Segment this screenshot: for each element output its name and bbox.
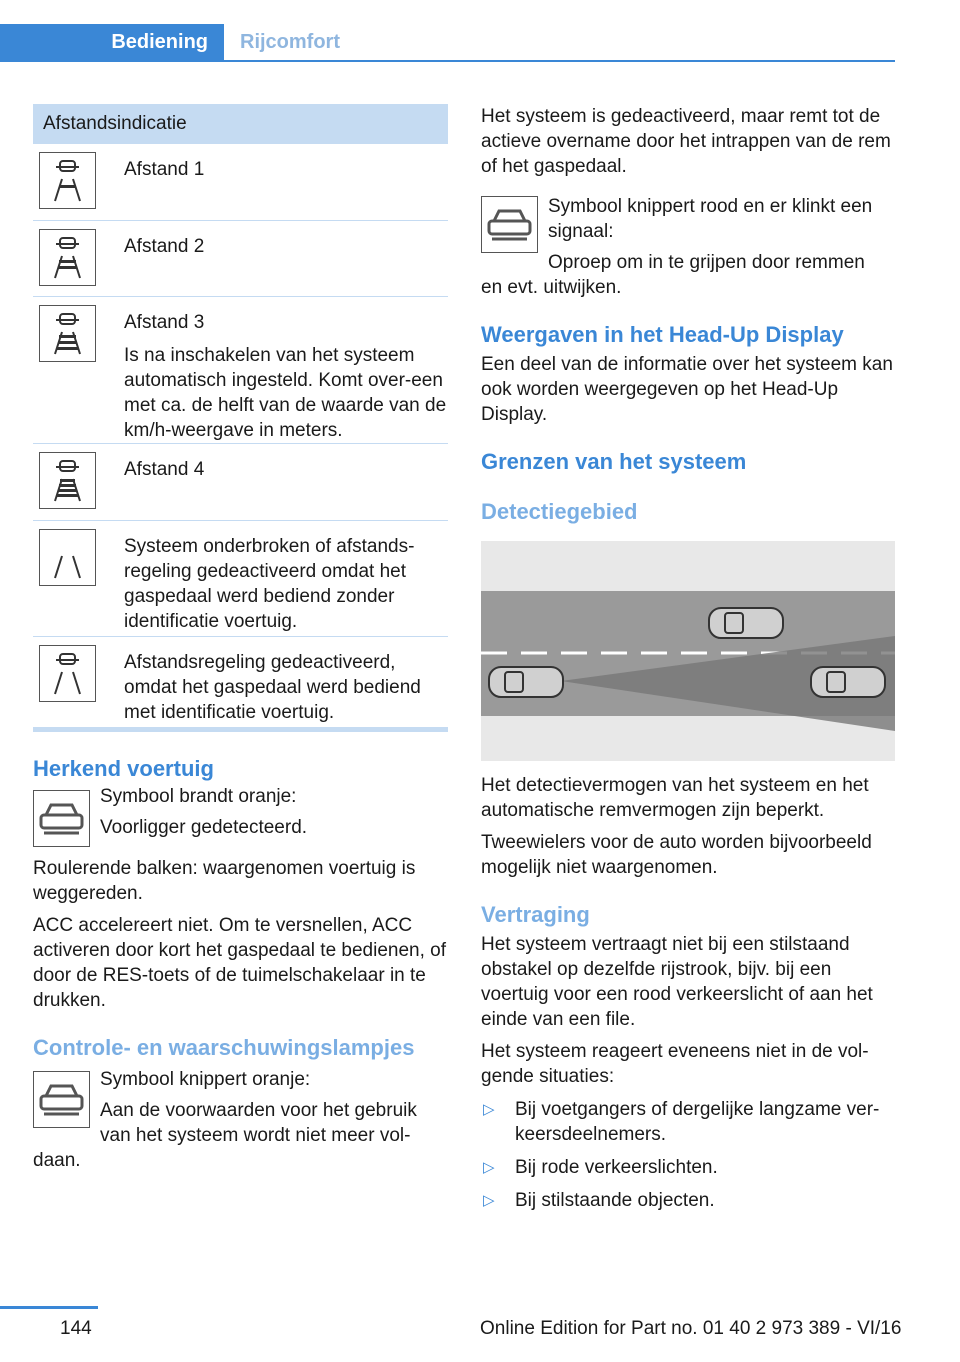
tab-bediening[interactable]: Bediening bbox=[0, 24, 224, 60]
footer-edition: Online Edition for Part no. 01 40 2 973 389 - VI/16 bbox=[480, 1318, 902, 1339]
right-intro: Het systeem is gedeactiveerd, maar remt tot de actieve overname door het intrappen van de rem of het gaspedaal. bbox=[481, 106, 891, 177]
row-line: Afstand 2 bbox=[124, 236, 205, 257]
triangle-bullet-icon: ▷ bbox=[483, 1192, 495, 1209]
interrupted-icon bbox=[39, 529, 96, 586]
table-heading: Afstandsindicatie bbox=[33, 104, 448, 144]
distance-3-icon bbox=[39, 305, 96, 362]
heading-vertraging: Vertraging bbox=[481, 902, 590, 927]
heading-grenzen: Grenzen van het systeem bbox=[481, 449, 747, 474]
sym-line: Symbool knippert oranje: bbox=[100, 1069, 311, 1090]
herkend-para-2: ACC accelereert niet. Om te versnellen, ACC activeren door kort het gaspedaal te bedienen, of door de RES-toets of de tuimelschakelaar in te drukken. bbox=[33, 915, 447, 1011]
sym-line: Aan de voorwaarden voor het gebruik van het systeem wordt niet meer vol- bbox=[100, 1100, 417, 1146]
list-item-text: Bij rode verkeerslichten. bbox=[515, 1157, 718, 1178]
sym-line: Oproep om in te grijpen door remmen bbox=[548, 252, 865, 273]
herkend-symbol-block bbox=[33, 784, 448, 846]
header-rule bbox=[0, 60, 895, 62]
distance-1-icon bbox=[39, 152, 96, 209]
hud-text: Een deel van de informatie over het systeem kan ook worden weergegeven op het Head-Up Display. bbox=[481, 354, 893, 425]
vertraging-para-1: Het systeem vertraagt niet bij een stilstaand obstakel op dezelfde rijstrook, bijv. bij een voertuig voor een rood verkeerslicht of aan het einde van een file. bbox=[481, 934, 873, 1030]
row-line: Systeem onderbroken of afstands-regeling gedeactiveerd omdat het gaspedaal werd bediend zonder identificatie voertuig. bbox=[124, 536, 415, 632]
car-alert-icon bbox=[481, 196, 538, 253]
triangle-bullet-icon: ▷ bbox=[483, 1101, 495, 1118]
tab-rijcomfort[interactable]: Rijcomfort bbox=[240, 30, 340, 53]
page-header bbox=[0, 0, 895, 62]
detection-area-illustration bbox=[481, 541, 895, 761]
table-row bbox=[33, 297, 448, 444]
car-symbol-icon bbox=[33, 790, 90, 847]
right-column bbox=[481, 104, 895, 1221]
distance-4-icon bbox=[39, 452, 96, 509]
list-item bbox=[481, 1155, 895, 1180]
list-item bbox=[481, 1097, 895, 1147]
distance-2-icon bbox=[39, 229, 96, 286]
page-number: 144 bbox=[60, 1318, 92, 1339]
list-item bbox=[481, 1188, 895, 1213]
table-row bbox=[33, 444, 448, 521]
sym-line: Voorligger gedetecteerd. bbox=[100, 817, 308, 838]
list-item-text: Bij stilstaande objecten. bbox=[515, 1190, 715, 1211]
deactivated-with-car-icon bbox=[39, 645, 96, 702]
herkend-para-1: Roulerende balken: waargenomen voertuig is weggereden. bbox=[33, 858, 416, 904]
table-row bbox=[33, 144, 448, 221]
left-column bbox=[33, 104, 448, 1173]
detect-para-1: Het detectievermogen van het systeem en het automatische remvermogen zijn beperkt. bbox=[481, 775, 869, 821]
heading-herkend-voertuig: Herkend voertuig bbox=[33, 756, 214, 781]
table-row bbox=[33, 521, 448, 637]
red-symbol-block bbox=[481, 194, 895, 275]
controle-symbol-block bbox=[33, 1067, 448, 1148]
heading-hud: Weergaven in het Head-Up Display bbox=[481, 322, 844, 347]
vertraging-para-2: Het systeem reageert eveneens niet in de vol-gende situaties: bbox=[481, 1041, 869, 1087]
car-warning-icon bbox=[33, 1071, 90, 1128]
footer-rule bbox=[0, 1306, 98, 1309]
row-line: Afstand 4 bbox=[124, 459, 205, 480]
row-line: Afstand 1 bbox=[124, 159, 205, 180]
sym-line: Symbool knippert rood en er klinkt een signaal: bbox=[548, 196, 873, 242]
sym-line: Symbool brandt oranje: bbox=[100, 786, 297, 807]
triangle-bullet-icon: ▷ bbox=[483, 1159, 495, 1176]
red-symbol-tail: en evt. uitwijken. bbox=[481, 277, 622, 298]
heading-detectiegebied: Detectiegebied bbox=[481, 499, 638, 524]
heading-controle: Controle- en waarschuwingslampjes bbox=[33, 1035, 415, 1060]
list-item-text: Bij voetgangers of dergelijke langzame ver-keersdeelnemers. bbox=[515, 1099, 880, 1145]
row-line: Afstandsregeling gedeactiveerd, omdat het gaspedaal werd bediend met identificatie voertuig. bbox=[124, 652, 421, 723]
detect-para-2: Tweewielers voor de auto worden bijvoorbeeld mogelijk niet waargenomen. bbox=[481, 832, 872, 878]
table-end-rule bbox=[33, 727, 448, 732]
row-line: Afstand 3 bbox=[124, 312, 205, 333]
row-line: Is na inschakelen van het systeem automatisch ingesteld. Komt over-een met ca. de helft van de waarde van de km/h-weergave in meters. bbox=[124, 345, 447, 441]
table-row bbox=[33, 637, 448, 727]
controle-tail: daan. bbox=[33, 1150, 81, 1171]
table-row bbox=[33, 221, 448, 297]
